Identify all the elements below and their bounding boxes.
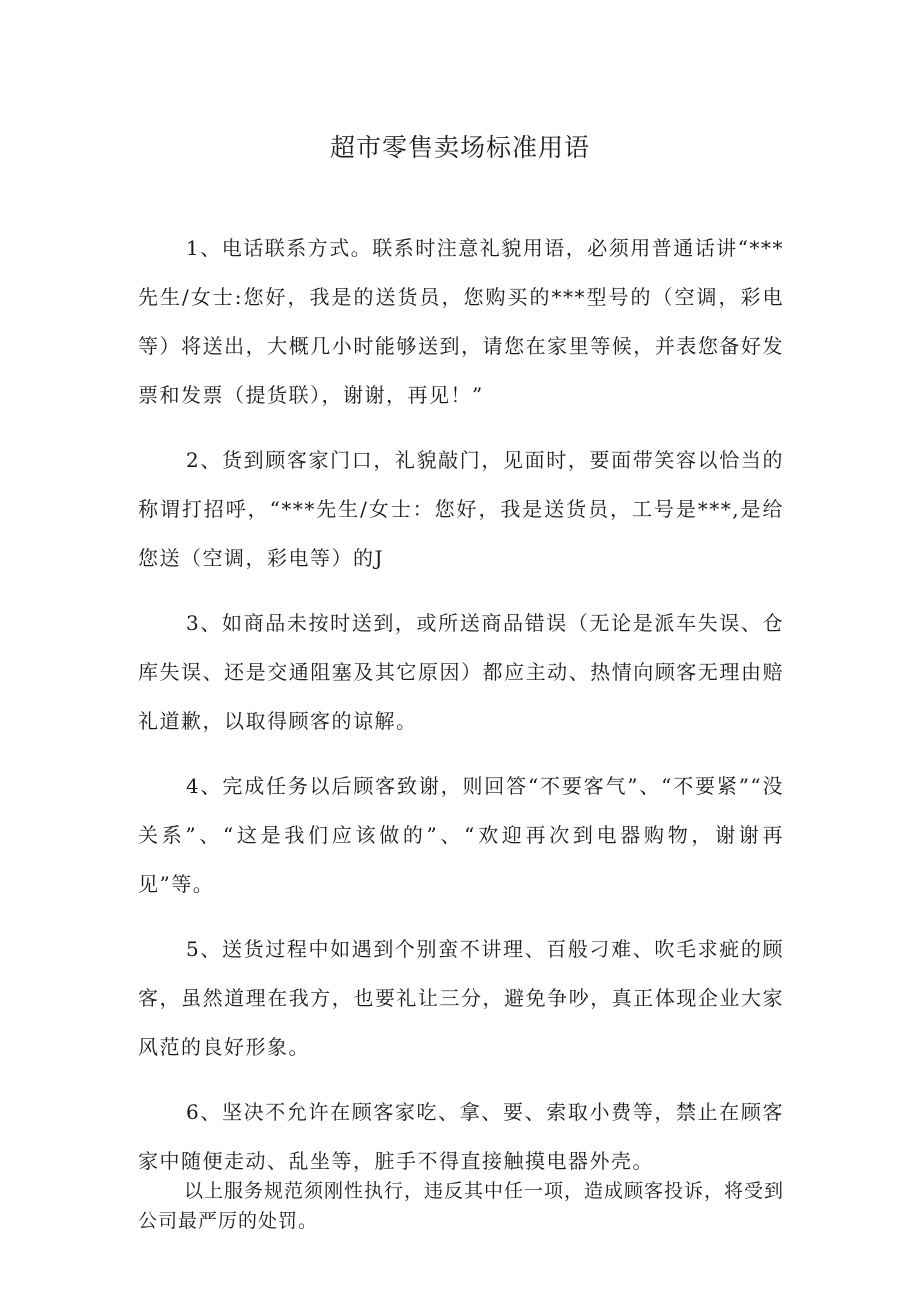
document-title: 超市零售卖场标准用语 [329, 133, 590, 162]
rule-paragraph-5: 5、送货过程中如遇到个别蛮不讲理、百般刁难、吹毛求疵的顾客，虽然道理在我方，也要礼让三分，避免争吵，真正体现企业大家风范的良好形象。 [138, 937, 784, 1059]
rule-paragraph-4: 4、完成任务以后顾客致谢，则回答“不要客气”、“不要紧”“没关系”、“这是我们应该做的”、“欢迎再次到电器购物，谢谢再见”等。 [138, 774, 784, 896]
rule-paragraph-2: 2、货到顾客家门口，礼貌敲门，见面时，要面带笑容以恰当的称谓打招呼，“***先生/女士：您好，我是送货员，工号是***,是给您送（空调，彩电等）的J [138, 448, 784, 570]
rule-paragraph-1: 1、电话联系方式。联系时注意礼貌用语，必须用普通话讲“***先生/女士:您好，我是的送货员，您购买的***型号的（空调，彩电等）将送出，大概几小时能够送到，请您在家里等候，并表您备好发票和发票（提货联），谢谢，再见！” [138, 236, 784, 407]
rule-paragraph-3: 3、如商品未按时送到，或所送商品错误（无论是派车失误、仓库失误、还是交通阻塞及其它原因）都应主动、热情向顾客无理由赔礼道歉，以取得顾客的谅解。 [138, 611, 784, 733]
rule-paragraph-6: 6、坚决不允许在顾客家吃、拿、要、索取小费等，禁止在顾客家中随便走动、乱坐等，脏手不得直接触摸电器外壳。 [138, 1100, 784, 1173]
document-body [138, 224, 784, 1236]
closing-note: 以上服务规范须刚性执行，违反其中任一项，造成顾客投诉，将受到公司最严厉的处罚。 [138, 1180, 785, 1232]
